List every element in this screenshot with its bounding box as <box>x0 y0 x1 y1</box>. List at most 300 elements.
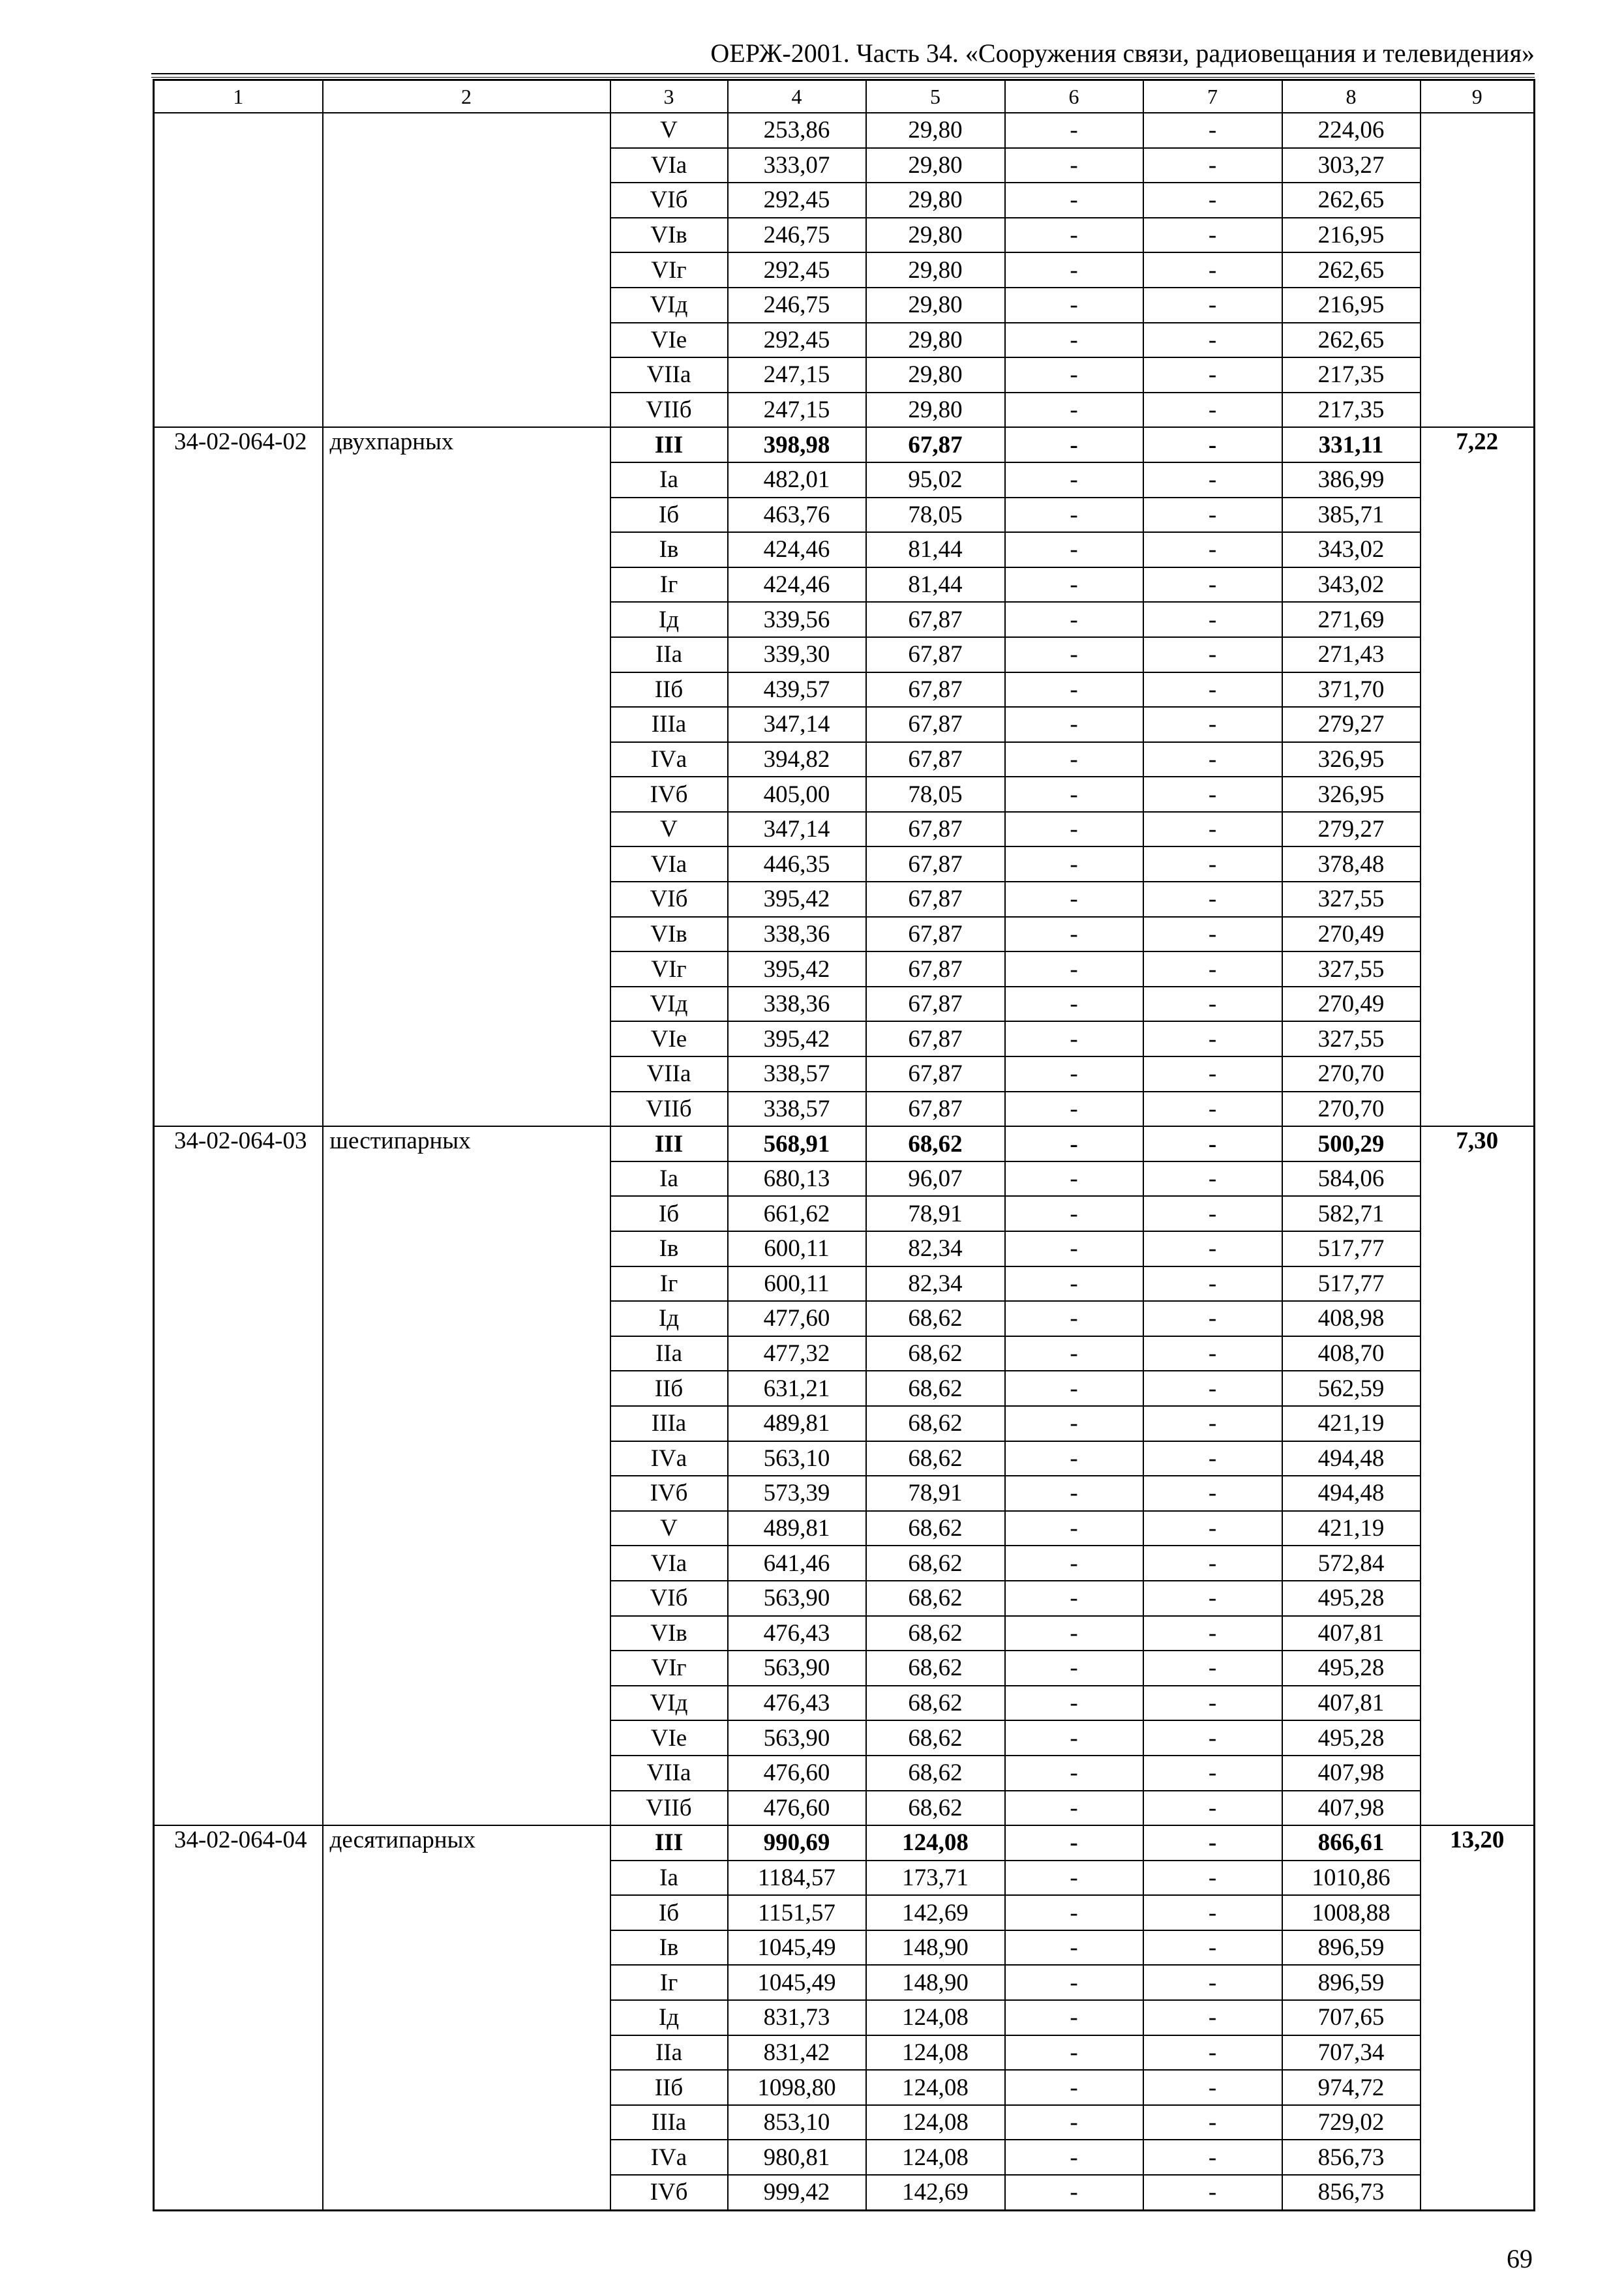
cell-name <box>323 498 610 533</box>
cell-code <box>154 288 323 323</box>
cell-value: 67,87 <box>866 1021 1005 1056</box>
cell-value: - <box>1143 602 1282 637</box>
cell-value: 67,87 <box>866 917 1005 952</box>
cell-value: - <box>1005 1616 1143 1651</box>
cell-value: 78,05 <box>866 498 1005 533</box>
cell-name <box>323 393 610 428</box>
cell-value: 68,62 <box>866 1336 1005 1371</box>
cell-code <box>154 951 323 987</box>
table-row <box>154 427 1535 462</box>
cell-value: 67,87 <box>866 987 1005 1022</box>
cell-value: - <box>1005 1092 1143 1127</box>
cell-value: 343,02 <box>1282 532 1421 567</box>
cell-value: 831,73 <box>728 2000 866 2035</box>
cell-name <box>323 252 610 288</box>
table-row <box>154 148 1535 183</box>
cell-value: 424,46 <box>728 567 866 603</box>
cell-value: 517,77 <box>1282 1266 1421 1302</box>
cell-value: - <box>1143 2175 1282 2210</box>
cell-code <box>154 1861 323 1896</box>
cell-name <box>323 2035 610 2071</box>
cell-value: 67,87 <box>866 637 1005 672</box>
cell-value: 327,55 <box>1282 1021 1421 1056</box>
cell-code <box>154 707 323 742</box>
cell-value: 477,60 <box>728 1301 866 1336</box>
cell-value: 279,27 <box>1282 707 1421 742</box>
cell-value: - <box>1005 672 1143 708</box>
cell-value: - <box>1005 1266 1143 1302</box>
cell-zone: VIд <box>610 987 728 1022</box>
cell-value: 641,46 <box>728 1546 866 1581</box>
cell-zone: VIд <box>610 1686 728 1721</box>
cell-value: 338,57 <box>728 1056 866 1092</box>
cell-zone: V <box>610 812 728 847</box>
cell-zone: VIд <box>610 288 728 323</box>
table-row <box>154 1825 1535 1861</box>
cell-value: 495,28 <box>1282 1720 1421 1756</box>
cell-zone: Iв <box>610 532 728 567</box>
cell-value: 124,08 <box>866 2035 1005 2071</box>
cell-zone: VIе <box>610 1720 728 1756</box>
cell-value: 1184,57 <box>728 1861 866 1896</box>
cell-value: 568,91 <box>728 1126 866 1161</box>
table-row <box>154 1930 1535 1966</box>
cell-value: 326,95 <box>1282 742 1421 777</box>
cell-value: 347,14 <box>728 812 866 847</box>
cell-code <box>154 1056 323 1092</box>
cell-value: - <box>1005 987 1143 1022</box>
cell-value: 495,28 <box>1282 1581 1421 1616</box>
cell-labor <box>1421 2105 1535 2140</box>
cell-value: 29,80 <box>866 183 1005 218</box>
cell-labor <box>1421 1930 1535 1966</box>
cell-value: - <box>1005 2175 1143 2210</box>
cell-labor <box>1421 1231 1535 1266</box>
cell-value: 1010,86 <box>1282 1861 1421 1896</box>
cell-code <box>154 1965 323 2000</box>
cell-code <box>154 637 323 672</box>
cell-zone: VIе <box>610 1021 728 1056</box>
cell-value: - <box>1005 917 1143 952</box>
cell-labor <box>1421 218 1535 253</box>
cell-value: - <box>1143 1581 1282 1616</box>
cell-code <box>154 1895 323 1930</box>
cell-zone: IVа <box>610 2140 728 2175</box>
cell-labor <box>1421 1791 1535 1826</box>
cell-name <box>323 1511 610 1546</box>
cell-zone: Iа <box>610 1861 728 1896</box>
cell-value: - <box>1005 2140 1143 2175</box>
cell-value: 494,48 <box>1282 1476 1421 1511</box>
cell-value: - <box>1143 1336 1282 1371</box>
cell-value: 1008,88 <box>1282 1895 1421 1930</box>
cell-labor <box>1421 1336 1535 1371</box>
table-row <box>154 288 1535 323</box>
cell-value: 446,35 <box>728 846 866 882</box>
cell-zone: Iа <box>610 1161 728 1197</box>
cell-value: 408,98 <box>1282 1301 1421 1336</box>
cell-name <box>323 777 610 812</box>
cell-value: - <box>1143 2035 1282 2071</box>
cell-value: - <box>1005 2035 1143 2071</box>
cell-value: - <box>1143 1616 1282 1651</box>
cell-labor <box>1421 707 1535 742</box>
cell-name <box>323 323 610 358</box>
cell-value: 68,62 <box>866 1616 1005 1651</box>
cell-value: 327,55 <box>1282 951 1421 987</box>
cell-value: - <box>1005 602 1143 637</box>
cell-value: 729,02 <box>1282 2105 1421 2140</box>
cell-labor <box>1421 1965 1535 2000</box>
page-number: 69 <box>1507 2244 1533 2273</box>
cell-value: - <box>1143 252 1282 288</box>
cell-value: - <box>1143 2070 1282 2105</box>
cell-value: 271,69 <box>1282 602 1421 637</box>
cell-value: 67,87 <box>866 812 1005 847</box>
cell-name <box>323 1161 610 1197</box>
cell-value: - <box>1143 1511 1282 1546</box>
cell-value: - <box>1005 2105 1143 2140</box>
cell-value: 347,14 <box>728 707 866 742</box>
cell-name <box>323 1336 610 1371</box>
cell-value: - <box>1143 1686 1282 1721</box>
table-row <box>154 113 1535 148</box>
cell-value: - <box>1143 1371 1282 1406</box>
cell-value: 29,80 <box>866 393 1005 428</box>
cell-value: 1098,80 <box>728 2070 866 2105</box>
cell-value: - <box>1143 2000 1282 2035</box>
cell-value: 124,08 <box>866 2000 1005 2035</box>
table-row <box>154 1092 1535 1127</box>
cell-name <box>323 1056 610 1092</box>
cell-value: - <box>1143 1895 1282 1930</box>
cell-labor <box>1421 2000 1535 2035</box>
cell-value: 386,99 <box>1282 462 1421 498</box>
cell-value: 853,10 <box>728 2105 866 2140</box>
norms-table <box>153 79 1535 2211</box>
column-header: 5 <box>866 80 1005 113</box>
cell-name <box>323 951 610 987</box>
cell-zone: III <box>610 427 728 462</box>
cell-value: - <box>1143 462 1282 498</box>
cell-value: 68,62 <box>866 1791 1005 1826</box>
table-row <box>154 323 1535 358</box>
cell-name <box>323 846 610 882</box>
cell-value: 217,35 <box>1282 357 1421 393</box>
cell-value: 990,69 <box>728 1825 866 1861</box>
table-row <box>154 1476 1535 1511</box>
cell-value: 78,91 <box>866 1196 1005 1231</box>
cell-value: 573,39 <box>728 1476 866 1511</box>
cell-name <box>323 1930 610 1966</box>
cell-zone: VIIб <box>610 1092 728 1127</box>
table-row <box>154 183 1535 218</box>
cell-labor <box>1421 1756 1535 1791</box>
cell-name <box>323 1301 610 1336</box>
table-row <box>154 2175 1535 2210</box>
table-row <box>154 1756 1535 1791</box>
cell-value: 142,69 <box>866 2175 1005 2210</box>
cell-value: - <box>1143 1161 1282 1197</box>
cell-name <box>323 288 610 323</box>
cell-value: - <box>1005 323 1143 358</box>
table-row <box>154 1861 1535 1896</box>
cell-value: - <box>1005 218 1143 253</box>
cell-name: шестипарных <box>323 1126 610 1161</box>
cell-zone: Iг <box>610 1266 728 1302</box>
cell-zone: VIв <box>610 917 728 952</box>
cell-code <box>154 1406 323 1441</box>
cell-name <box>323 2070 610 2105</box>
cell-zone: IVб <box>610 777 728 812</box>
cell-value: 81,44 <box>866 532 1005 567</box>
cell-value: 831,42 <box>728 2035 866 2071</box>
cell-labor <box>1421 1441 1535 1476</box>
cell-labor <box>1421 498 1535 533</box>
cell-code <box>154 218 323 253</box>
cell-value: 439,57 <box>728 672 866 708</box>
cell-zone: V <box>610 113 728 148</box>
cell-value: - <box>1005 1825 1143 1861</box>
cell-value: - <box>1143 1092 1282 1127</box>
cell-value: 68,62 <box>866 1301 1005 1336</box>
cell-labor <box>1421 323 1535 358</box>
cell-value: 68,62 <box>866 1686 1005 1721</box>
cell-value: - <box>1143 1791 1282 1826</box>
cell-value: 279,27 <box>1282 812 1421 847</box>
table-row <box>154 1720 1535 1756</box>
cell-labor <box>1421 1161 1535 1197</box>
cell-zone: V <box>610 1511 728 1546</box>
cell-zone: IIа <box>610 1336 728 1371</box>
cell-zone: VIв <box>610 218 728 253</box>
cell-value: 563,10 <box>728 1441 866 1476</box>
cell-name <box>323 357 610 393</box>
cell-code <box>154 462 323 498</box>
cell-value: 661,62 <box>728 1196 866 1231</box>
cell-labor <box>1421 1651 1535 1686</box>
cell-value: 378,48 <box>1282 846 1421 882</box>
cell-code <box>154 323 323 358</box>
cell-name <box>323 637 610 672</box>
table-row <box>154 707 1535 742</box>
cell-code <box>154 532 323 567</box>
cell-zone: VIIа <box>610 1056 728 1092</box>
cell-labor <box>1421 148 1535 183</box>
cell-value: 224,06 <box>1282 113 1421 148</box>
cell-name <box>323 113 610 148</box>
cell-zone: IIб <box>610 672 728 708</box>
cell-value: 148,90 <box>866 1965 1005 2000</box>
cell-code <box>154 917 323 952</box>
cell-value: 96,07 <box>866 1161 1005 1197</box>
cell-value: 82,34 <box>866 1231 1005 1266</box>
cell-labor <box>1421 2175 1535 2210</box>
cell-zone: VIIа <box>610 357 728 393</box>
cell-value: - <box>1143 532 1282 567</box>
cell-labor <box>1421 1861 1535 1896</box>
cell-value: - <box>1143 1930 1282 1966</box>
cell-value: - <box>1005 1021 1143 1056</box>
cell-code <box>154 2000 323 2035</box>
cell-value: 29,80 <box>866 252 1005 288</box>
cell-code <box>154 1686 323 1721</box>
cell-code <box>154 1476 323 1511</box>
cell-value: 270,70 <box>1282 1056 1421 1092</box>
cell-labor <box>1421 777 1535 812</box>
cell-labor <box>1421 113 1535 148</box>
cell-value: - <box>1005 288 1143 323</box>
cell-value: - <box>1005 742 1143 777</box>
cell-value: - <box>1143 427 1282 462</box>
cell-value: - <box>1005 148 1143 183</box>
table-body <box>154 113 1535 2210</box>
table-row <box>154 2035 1535 2071</box>
cell-labor <box>1421 637 1535 672</box>
cell-value: - <box>1143 113 1282 148</box>
cell-value: 405,00 <box>728 777 866 812</box>
column-number-row <box>154 80 1535 113</box>
cell-value: - <box>1143 1546 1282 1581</box>
cell-name <box>323 1021 610 1056</box>
cell-labor <box>1421 1266 1535 1302</box>
cell-name <box>323 183 610 218</box>
cell-value: 142,69 <box>866 1895 1005 1930</box>
cell-code <box>154 672 323 708</box>
cell-value: - <box>1005 462 1143 498</box>
header-rule <box>151 73 1535 78</box>
page-header-title: ОЕРЖ-2001. Часть 34. «Сооружения связи, радиовещания и телевидения» <box>710 38 1535 68</box>
cell-value: 856,73 <box>1282 2175 1421 2210</box>
table-row <box>154 846 1535 882</box>
cell-value: 68,62 <box>866 1406 1005 1441</box>
cell-value: 262,65 <box>1282 323 1421 358</box>
cell-value: 494,48 <box>1282 1441 1421 1476</box>
cell-labor <box>1421 672 1535 708</box>
cell-value: 489,81 <box>728 1406 866 1441</box>
cell-value: 407,81 <box>1282 1616 1421 1651</box>
cell-value: 270,49 <box>1282 987 1421 1022</box>
cell-zone: VIа <box>610 1546 728 1581</box>
cell-value: 339,56 <box>728 602 866 637</box>
table-row <box>154 2000 1535 2035</box>
cell-value: - <box>1143 2140 1282 2175</box>
cell-value: - <box>1143 183 1282 218</box>
cell-value: - <box>1143 846 1282 882</box>
cell-name <box>323 218 610 253</box>
cell-value: 563,90 <box>728 1720 866 1756</box>
cell-value: - <box>1005 1231 1143 1266</box>
cell-value: 333,07 <box>728 148 866 183</box>
cell-value: 124,08 <box>866 2070 1005 2105</box>
cell-zone: VIб <box>610 882 728 917</box>
cell-value: - <box>1005 1546 1143 1581</box>
cell-value: - <box>1143 148 1282 183</box>
cell-value: 292,45 <box>728 323 866 358</box>
cell-value: 292,45 <box>728 183 866 218</box>
cell-code <box>154 987 323 1022</box>
cell-name <box>323 1686 610 1721</box>
cell-name <box>323 1196 610 1231</box>
cell-code: 34-02-064-03 <box>154 1126 323 1161</box>
cell-value: - <box>1005 1126 1143 1161</box>
cell-value: 517,77 <box>1282 1231 1421 1266</box>
cell-value: - <box>1005 427 1143 462</box>
cell-value: - <box>1143 567 1282 603</box>
cell-labor <box>1421 1720 1535 1756</box>
cell-value: - <box>1143 1126 1282 1161</box>
cell-value: 896,59 <box>1282 1965 1421 2000</box>
cell-code <box>154 393 323 428</box>
cell-zone: Iб <box>610 1895 728 1930</box>
cell-value: 395,42 <box>728 1021 866 1056</box>
cell-code <box>154 498 323 533</box>
cell-value: - <box>1143 357 1282 393</box>
column-header: 6 <box>1005 80 1143 113</box>
cell-value: - <box>1143 288 1282 323</box>
table-row <box>154 462 1535 498</box>
cell-value: - <box>1143 637 1282 672</box>
cell-name <box>323 707 610 742</box>
cell-zone: Iб <box>610 498 728 533</box>
cell-value: 476,60 <box>728 1791 866 1826</box>
cell-zone: Iд <box>610 602 728 637</box>
cell-code <box>154 148 323 183</box>
cell-zone: Iд <box>610 1301 728 1336</box>
cell-value: 338,36 <box>728 917 866 952</box>
cell-value: 331,11 <box>1282 427 1421 462</box>
cell-value: - <box>1143 323 1282 358</box>
cell-value: - <box>1143 987 1282 1022</box>
cell-name <box>323 1546 610 1581</box>
cell-value: 421,19 <box>1282 1406 1421 1441</box>
cell-name <box>323 1651 610 1686</box>
cell-value: - <box>1143 1861 1282 1896</box>
cell-value: 29,80 <box>866 113 1005 148</box>
cell-value: 631,21 <box>728 1371 866 1406</box>
cell-labor <box>1421 987 1535 1022</box>
cell-value: - <box>1005 1441 1143 1476</box>
cell-value: 394,82 <box>728 742 866 777</box>
cell-name <box>323 742 610 777</box>
cell-value: 1045,49 <box>728 1965 866 2000</box>
table-row <box>154 987 1535 1022</box>
cell-value: 600,11 <box>728 1266 866 1302</box>
cell-value: 407,98 <box>1282 1791 1421 1826</box>
cell-value: 562,59 <box>1282 1371 1421 1406</box>
cell-value: 572,84 <box>1282 1546 1421 1581</box>
cell-name <box>323 1616 610 1651</box>
cell-value: 707,34 <box>1282 2035 1421 2071</box>
cell-value: - <box>1005 113 1143 148</box>
cell-code <box>154 1301 323 1336</box>
cell-code <box>154 1441 323 1476</box>
cell-code <box>154 812 323 847</box>
cell-zone: IVа <box>610 1441 728 1476</box>
table-row <box>154 1231 1535 1266</box>
cell-labor: 7,22 <box>1421 427 1535 462</box>
cell-value: - <box>1005 707 1143 742</box>
cell-name <box>323 2000 610 2035</box>
column-header: 2 <box>323 80 610 113</box>
cell-code <box>154 1196 323 1231</box>
cell-zone: VIб <box>610 183 728 218</box>
cell-code <box>154 1616 323 1651</box>
cell-value: 67,87 <box>866 846 1005 882</box>
cell-value: 95,02 <box>866 462 1005 498</box>
cell-value: - <box>1143 917 1282 952</box>
cell-name <box>323 2105 610 2140</box>
